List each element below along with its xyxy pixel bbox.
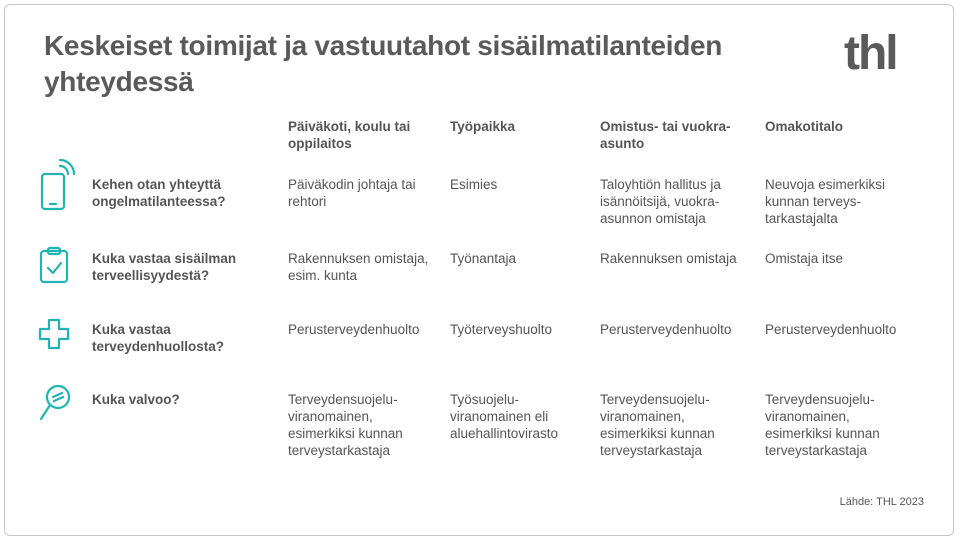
cell-contact-house: Neuvoja esimerkiksi kunnan terveys-tarkastajalta <box>765 177 886 226</box>
cell-responsibility-workplace: Työnantaja <box>450 251 517 266</box>
row-question-contact: Kehen otan yhteyttä ongelmatilanteessa? <box>92 177 226 209</box>
page-title: Keskeiset toimijat ja vastuutahot sisäilmatilanteiden yhteydessä <box>44 30 723 97</box>
health-cross-icon <box>38 318 70 355</box>
cell-responsibility-house: Omistaja itse <box>765 251 844 266</box>
column-header-house: Omakotitalo <box>765 119 844 134</box>
cell-responsibility-school: Rakennuksen omistaja, esim. kunta <box>288 251 429 283</box>
column-header-school: Päiväkoti, koulu tai oppilaitos <box>288 119 411 151</box>
clipboard-check-icon <box>38 246 70 289</box>
cell-contact-apartment: Taloyhtiön hallitus ja isännöitsijä, vuokra-asunnon omistaja <box>600 177 721 226</box>
cell-supervision-apartment: Terveydensuojelu-viranomainen, esimerkiksi kunnan terveystarkastaja <box>600 392 715 458</box>
cell-healthcare-school: Perusterveydenhuolto <box>288 322 420 337</box>
cell-contact-school: Päiväkodin johtaja tai rehtori <box>288 177 416 209</box>
column-header-apartment: Omistus- tai vuokra-asunto <box>600 119 731 151</box>
row-question-responsibility: Kuka vastaa sisäilman terveellisyydestä? <box>92 251 237 283</box>
cell-supervision-workplace: Työsuojelu-viranomainen eli aluehallintovirasto <box>450 392 559 441</box>
row-question-supervision: Kuka valvoo? <box>92 392 180 407</box>
cell-healthcare-apartment: Perusterveydenhuolto <box>600 322 732 337</box>
source-note: Lähde: THL 2023 <box>839 496 924 508</box>
cell-contact-workplace: Esimies <box>450 177 498 192</box>
cell-healthcare-house: Perusterveydenhuolto <box>765 322 897 337</box>
row-question-healthcare: Kuka vastaa terveydenhuollosta? <box>92 322 225 354</box>
phone-signal-icon <box>38 156 82 217</box>
thl-logo: thl <box>844 27 897 80</box>
column-header-workplace: Työpaikka <box>450 119 516 134</box>
cell-responsibility-apartment: Rakennuksen omistaja <box>600 251 737 266</box>
cell-healthcare-workplace: Työterveyshuolto <box>450 322 553 337</box>
cell-supervision-house: Terveydensuojelu-viranomainen, esimerkiksi kunnan terveystarkastaja <box>765 392 880 458</box>
magnifier-icon <box>38 383 74 428</box>
cell-supervision-school: Terveydensuojelu-viranomainen, esimerkiksi kunnan terveystarkastaja <box>288 392 403 458</box>
